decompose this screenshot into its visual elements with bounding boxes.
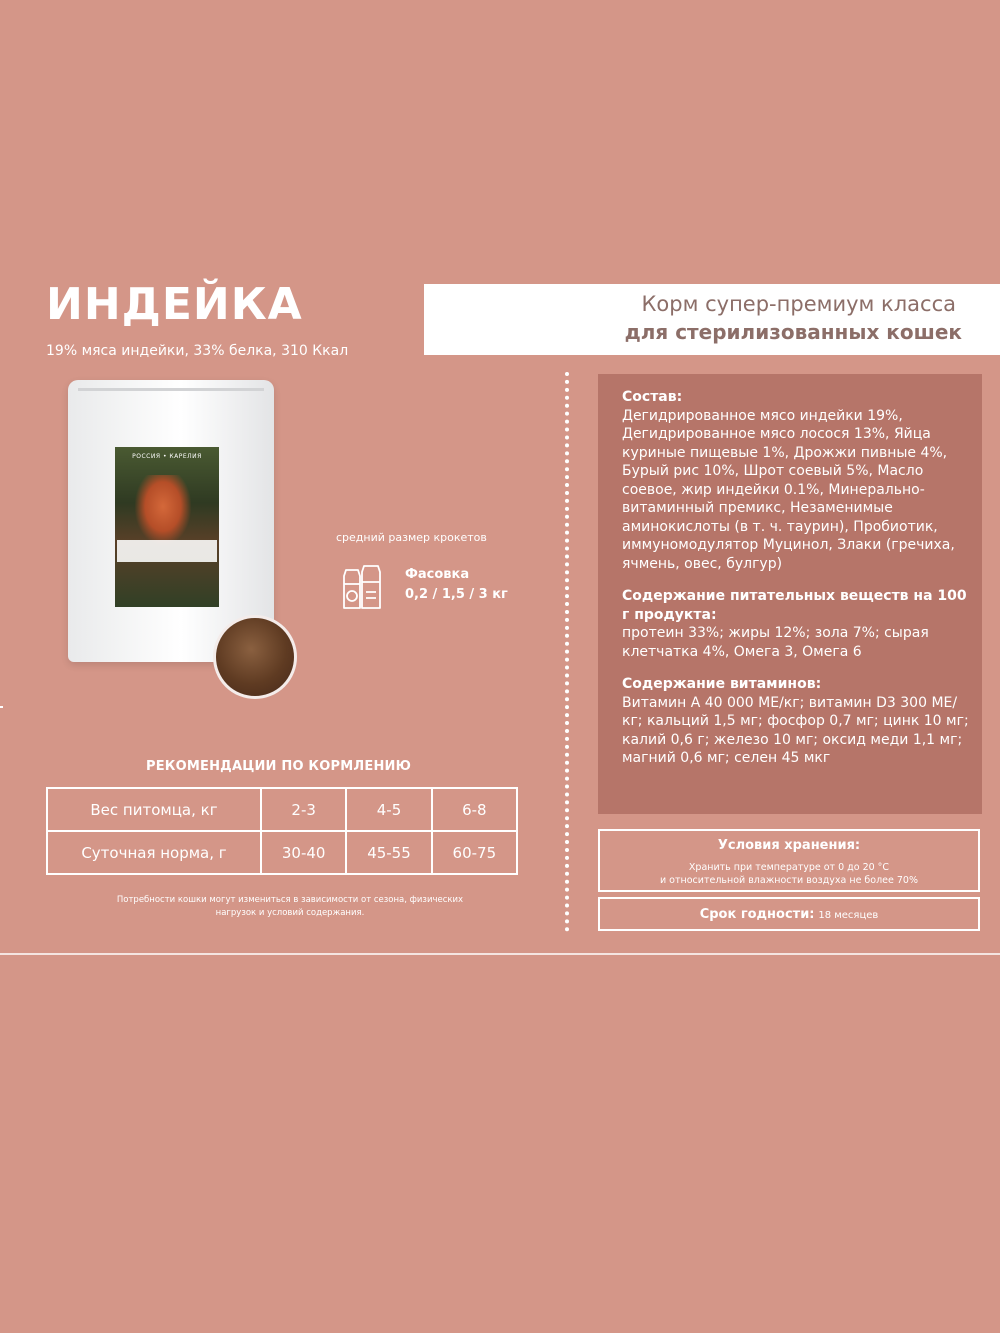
nutrients-heading: Содержание питательных веществ на 100 г продукта: (622, 588, 967, 623)
product-title: ИНДЕЙКА (46, 279, 303, 330)
dotted-divider (565, 372, 569, 932)
class-banner (424, 284, 1000, 355)
table-cell: 30-40 (261, 831, 346, 874)
vitamins-heading: Содержание витаминов: (622, 676, 822, 692)
pack-values: 0,2 / 1,5 / 3 кг (405, 587, 508, 602)
cat-illustration (135, 475, 191, 545)
feeding-heading: РЕКОМЕНДАЦИИ ПО КОРМЛЕНИЮ (146, 759, 412, 774)
nutrients-text: протеин 33%; жиры 12%; зола 7%; сырая клетчатка 4%, Омега 3, Омега 6 (622, 625, 929, 660)
composition-text: Дегидрированное мясо индейки 19%, Дегидрированное мясо лосося 13%, Яйца куриные пищевые 1%, Дрожжи пивные 4%, Бурый рис 10%, Шрот соевый 5%, Масло соевое, жир индейки 0.1%, Минерально-витаминный премикс, Незаменимые аминокислоты (в т. ч. таурин), Пробиотик, иммуномодулятор Муцинол, Злаки (гречиха, ячмень, овес, булгур) (622, 407, 955, 572)
table-row (47, 788, 517, 831)
bag-info-strip (117, 540, 217, 562)
composition-heading: Состав: (622, 389, 683, 405)
edge-mark (0, 706, 3, 708)
table-cell: 2-3 (261, 788, 346, 831)
feeding-table (46, 787, 518, 875)
bottom-divider-line (0, 953, 1000, 955)
storage-heading: Условия хранения: (717, 838, 861, 853)
table-cell: 60-75 (432, 831, 517, 874)
kibble-image (213, 615, 297, 699)
table-row (47, 831, 517, 874)
table-cell: 6-8 (432, 788, 517, 831)
shelf-life-box (598, 897, 980, 931)
storage-line-1: Хранить при температуре от 0 до 20 °С (688, 862, 890, 873)
storage-conditions (600, 861, 978, 887)
banner-line-2: для стерилизованных кошек (624, 320, 962, 344)
table-cell: 4-5 (346, 788, 431, 831)
bag-brand-text: РОССИЯ • КАРЕЛИЯ (132, 453, 202, 460)
feeding-note: Потребности кошки могут измениться в зависимости от сезона, физических нагрузок и условий содержания. (116, 895, 464, 918)
bag-zip (78, 388, 264, 391)
product-subtitle: 19% мяса индейки, 33% белка, 310 Ккал (46, 343, 349, 359)
storage-box (598, 829, 980, 892)
table-cell: Суточная норма, г (47, 831, 261, 874)
package-icon (336, 562, 384, 614)
pack-title: Фасовка (405, 567, 470, 582)
table-cell: Вес питомца, кг (47, 788, 261, 831)
table-cell: 45-55 (346, 831, 431, 874)
shelf-life-value: 18 месяцев (818, 910, 879, 921)
vitamins-text: Витамин А 40 000 МЕ/кг; витамин D3 300 МЕ/кг; кальций 1,5 мг; фосфор 0,7 мг; цинк 10 мг; калий 0,6 г; железо 10 мг; оксид меди 1,1 мг; магний 0,6 мг; селен 45 мкг (622, 694, 969, 766)
storage-line-2: и относительной влажности воздуха не более 70% (659, 875, 918, 886)
shelf-life-label: Срок годности: (699, 907, 815, 922)
banner-line-1: Корм супер-премиум класса (641, 292, 956, 316)
croquette-size-label: средний размер крокетов (336, 531, 487, 544)
composition-text-block (622, 388, 972, 782)
